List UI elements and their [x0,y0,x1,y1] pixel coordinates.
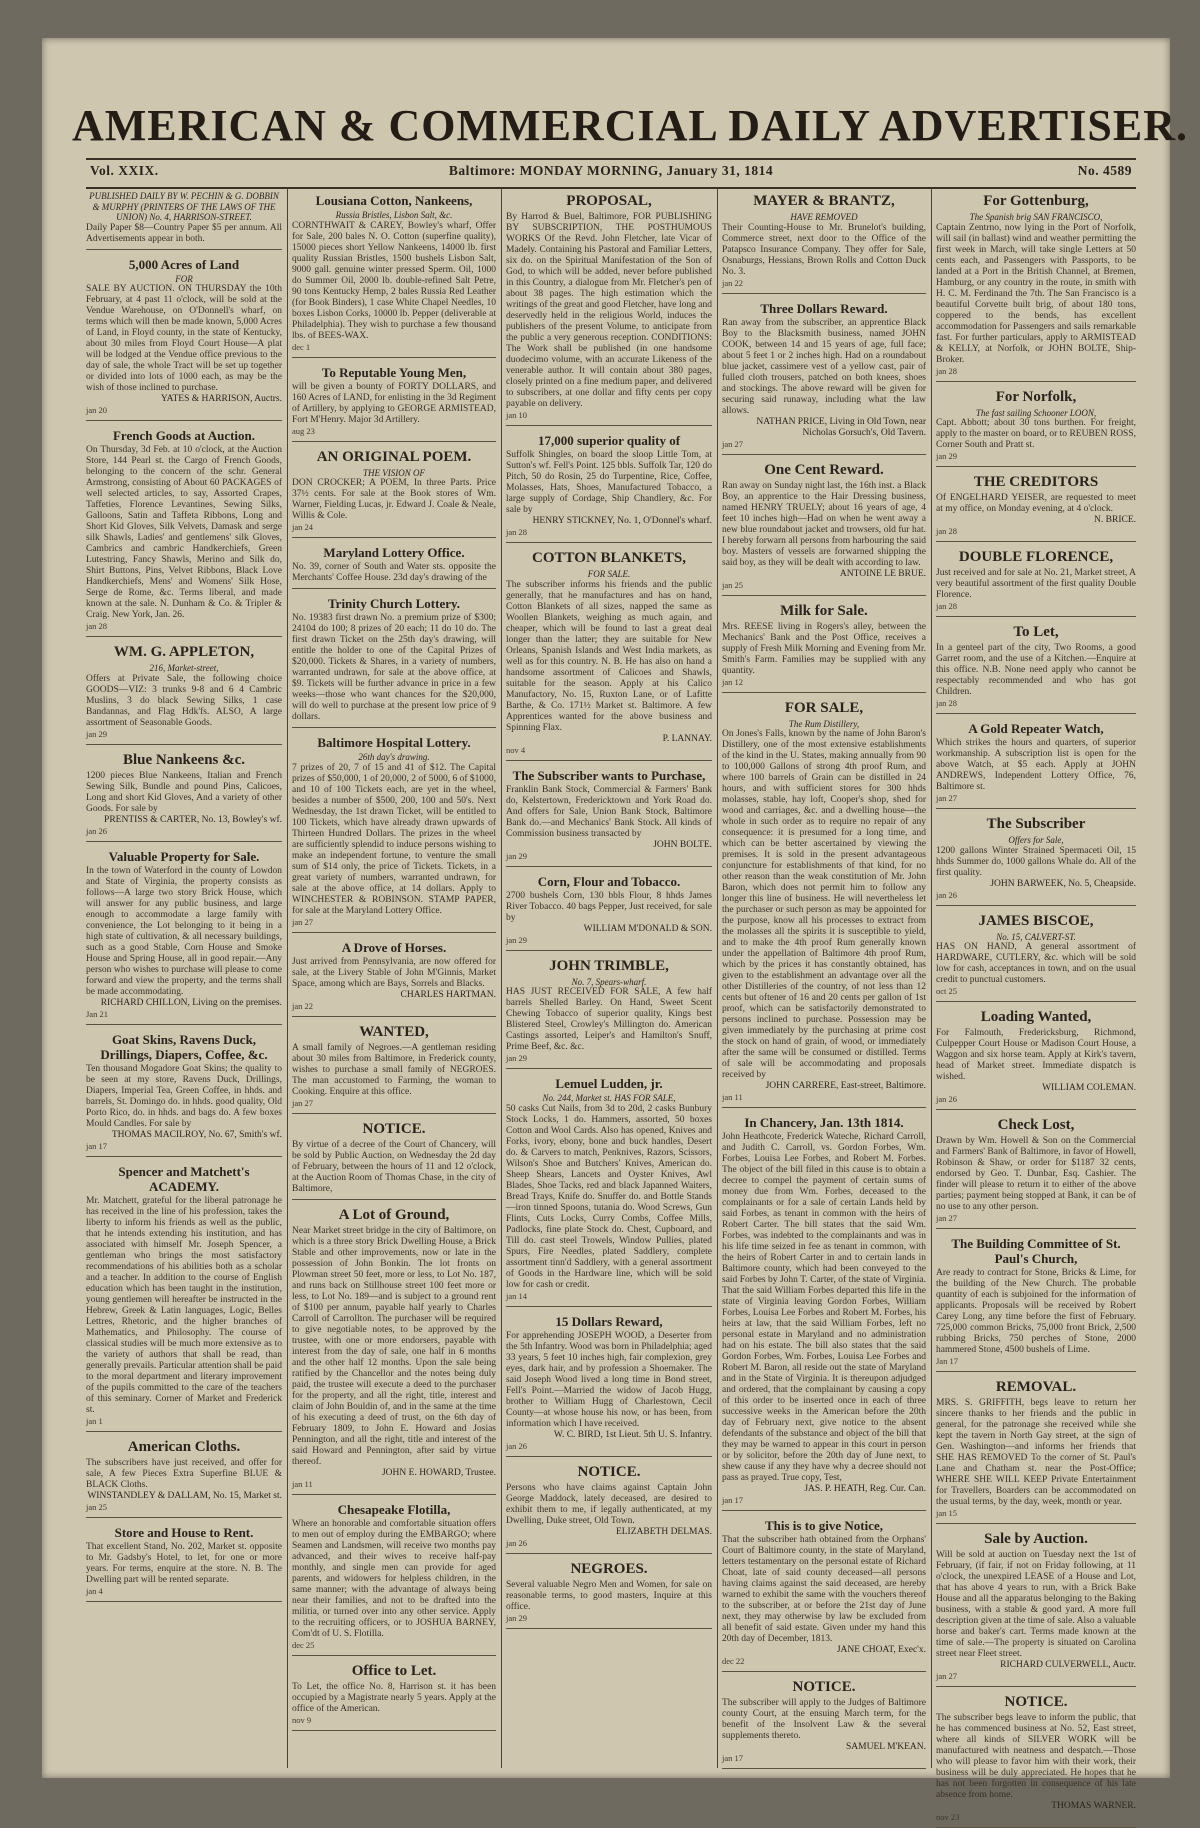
ad-heading: WANTED, [359,1023,429,1040]
ad-date: nov 23 [936,1812,960,1822]
ad-body: Persons who have claims against Captain John George Maddock, lately deceased, are desired to exhibit them to me, if legally authenticated, at my Dwelling, Duke street, Old Town. [506,1482,712,1526]
advertisement [722,296,926,455]
ad-body: 50 casks Cut Nails, from 3d to 20d, 2 casks Bunbury Stock Locks, 1 do. Hammers, assorted, 50 boxes Cotton and Wool Cards. Also has opened, Knives and Forks, ivory, ebony, bone and buck handles, Desert do. & Carvers to match, Penknives, Razors, Scissors, Wilson's Shoe and Butchers' Knives, American do. Sheep Shears, Lancets and Oyster Knives, Awl Blades, Shoe Tacks, red and black Japanned Waiters, Bread Trays, Knife do. Snuffer do. and Bottle Stands—iron tinned Spoons, tutania do. Wood Screws, Gun Flints, Cuts Locks, Curry Combs, Coffee Mills, Padlocks, fine plate Stock do. Chest, Cupboard, and Till do. cast steel Trowels, Window Pullies, plated Spurs, Fire Needles, plated Saddlery, complete assortment tinn'd Saddlery, with a general assortment of Goods in the Hardware line, which will be sold low for cash or credit. [506,1103,712,1290]
advertisement [86,844,282,1025]
ad-heading: COTTON BLANKETS, [532,550,686,566]
ad-date: jan 17 [722,1495,744,1505]
ad-body: Franklin Bank Stock, Commercial & Farmers' Bank do, Kelstertown, Fredericktown and York Road do. And offers for Sale, Union Bank Stock, Baltimore Bank do.—and Mechanics' Bank Stock. All kinds of Commission business transacted by [506,784,712,839]
ad-heading: Sale by Auction. [984,1531,1088,1547]
ad-subheading: PUBLISHED DAILY BY W. PECHIN & G. DOBBIN & MURPHY (PRINTERS OF THE LAWS OF THE UNION) No. 4, HARRISON-STREET. [89,191,279,222]
ad-signature: N. BRICE. [1094,515,1136,525]
ad-body: Mrs. REESE living in Rogers's alley, between the Mechanics' Bank and the Post Office, receives a supply of Fresh Milk Morning and Evening from Mr. Smith's Farm. Families may be supplied with any quantity. [722,621,926,676]
ad-date: jan 11 [722,1092,743,1102]
ad-heading: FOR SALE, [784,699,864,716]
ad-body: Suffolk Shingles, on board the sloop Little Tom, at Sutton's wf. Fell's Point. 125 bbls. Suffolk Tar, 120 do Pitch, 50 do Rosin, 25 do Turpentine, Rice, Coffee, Molasses, Hats, Shoes, Manufactured Tobacco, a large supply of Cordage, Ship Chandlery, &c. For sale by [506,450,712,515]
ad-date: jan 24 [292,522,314,532]
ad-heading: French Goods at Auction. [112,428,256,443]
ad-subheading: HAVE REMOVED [790,212,858,222]
ad-body: To Let, the office No. 8, Harrison st. it has been occupied by a Magistrate nearly 5 years. Apply at the office of the American. [292,1681,496,1714]
ad-date: oct 25 [936,986,958,996]
advertisement [506,763,712,867]
ad-heading: JAMES BISCOE, [978,912,1094,929]
ad-body: HAS JUST RECEIVED FOR SALE, A few half barrels Shelled Barley. On Hand, Sweet Scent Chewing Tobacco of superior quality, Kings best Blistered Steel, Crowley's Millington do. American Castings assorted, Leiper's and Hamilton's Snuff, Prime Beef, &c. &c. [506,987,712,1052]
ad-body: Captain Zentrno, now lying in the Port of Norfolk, will sail (in ballast) wind and weather permitting the first week in March, will take single Letters at 50 cents each, and Passengers with Passports, to be landed at a Port in the British Channel, at Bremen, Hamburg, or any country in the route, in smith with H. C. M. Ferdinand the 7th. The San Francisco is a beautiful Corvette built brig, of about 180 tons, coppered to the bends, has excellent accommodation for Passengers and sails remarkable fast. For further particulars, apply to ARMISTEAD & KELLY, at Norfolk, or JOHN BOLTE, Ship-Broker. [936,222,1136,365]
advertisement [506,428,712,543]
advertisement [86,1520,282,1602]
ad-body: Just arrived from Pennsylvania, are now offered for sale, at the Livery Stable of John M'Ginnis, Market Space, among which are Bays, Sorrels and Blacks. [292,956,496,989]
advertisement [506,545,712,761]
advertisement [936,1231,1136,1372]
advertisement [86,639,282,745]
ad-date: dec 1 [292,341,311,352]
ad-signature: WILLIAM COLEMAN. [1042,1083,1136,1093]
ad-date: jan 10 [506,410,528,420]
advertisement [292,1202,496,1495]
ad-signature: JANE CHOAT, Exec'x. [836,1645,926,1655]
ad-heading: NOTICE. [577,1463,641,1480]
ad-heading: Milk for Sale. [780,602,868,619]
ad-subheading: 216, Market-street, [149,663,219,673]
advertisement [936,619,1136,714]
ad-date: jan 25 [86,1501,108,1512]
ad-signature: JOHN CARRERE, East-street, Baltimore. [765,1081,926,1091]
advertisement [506,1309,712,1457]
issue-number: No. 4589 [1077,163,1132,178]
ad-signature: THOMAS MACILROY, No. 67, Smith's wf. [111,1129,282,1140]
ad-subheading: The Spanish brig SAN FRANCISCO, [969,212,1103,222]
ad-heading: 15 Dollars Reward, [555,1313,663,1329]
advertisement [292,1658,496,1731]
advertisement [292,1019,496,1114]
ad-body: That the subscriber hath obtained from the Orphans' Court of Baltimore county, in the state of Maryland, letters testamentary on the personal estate of Richard Choat, late of said county deceased—all persons having claims against the said deceased, are hereby warned to exhibit the same with the vouchers thereof to the subscriber, at or before the 21st day of June next, they may otherwise by law be excluded from all benefit of said estate. Given under my hand this 20th day of December, 1813. [722,1535,926,1644]
ad-signature: NATHAN PRICE, Living in Old Town, near Nicholas Gorsuch's, Old Tavern. [756,416,926,438]
ad-body: The subscriber informs his friends and the public generally, that he manufactures and has on hand, Cotton Blankets of all sizes, napped the same as Woollen Blankets, weighing as much again, and cheaper, which will be found to last a great deal longer than the latter; they are suitable for New Orleans, Spanish Islands and West India markets, as well as for this country. N. B. He has also on hand a handsome assortment of Calicoes and Shawls, suitable for the season. Apply at his Calico Manufactory, No. 15, Ruxton Lane, or of Lafitte Barthe, & Co. 171½ Market st. Baltimore. A few Apprentices wanted for the above business and Spinning Flax. [506,579,712,733]
ad-date: jan 27 [936,1213,958,1223]
ad-body: The subscriber begs leave to inform the public, that he has commenced business at No. 52, East street, where all kinds of SILVER WORK will be manufactured with neatness and despatch.—Those who will please to favor him with their work, their business will be duly appreciated. He hopes that he has not been forgotten in consequence of his late absence from home. [936,1713,1136,1800]
advertisement [936,716,1136,809]
ad-body: Offers at Private Sale, the following choice GOODS—VIZ: 3 trunks 9-8 and 6 4 Cambric Muslins, 3 do black Sewing Silks, 1 case Bandannas, and Flag Hdk'fs. ALSO, A large assortment of Seasonable Goods. [86,673,282,728]
ad-heading: WM. G. APPLETON, [113,644,255,660]
ad-signature: SAMUEL M'KEAN. [846,1742,926,1752]
advertisement [936,1004,1136,1110]
ad-body: 2700 bushels Corn, 130 bbls Flour, 8 hhds James River Tobacco. 40 bags Pepper, Just received, for sale by [506,890,712,923]
ad-subheading: No. 7, Spears-wharf. [571,976,647,987]
ad-heading: Lousiana Cotton, Nankeens, [315,193,473,208]
ad-date: jan 22 [722,277,744,288]
advertisement [86,423,282,637]
advertisement [506,1556,712,1629]
ad-date: jan 29 [86,728,108,739]
advertisement [936,544,1136,617]
advertisement [86,252,282,422]
ad-date: jan 29 [506,1612,528,1623]
ad-heading: American Cloths. [127,1438,241,1455]
ad-date: jan 27 [936,793,958,803]
ad-heading: MAYER & BRANTZ, [753,193,895,209]
ad-body: DON CROCKER; A POEM, In three Parts. Price 37½ cents. For sale at the Book stores of Wm. Warner, Fielding Lucas, jr. Edward J. Coale & Neale, Willis & Cole. [292,478,496,521]
ad-heading: Maryland Lottery Office. [323,545,465,560]
ad-signature: WINSTANDLEY & DALLAM, No. 15, Market st. [87,1490,282,1501]
ad-signature: RICHARD CULVERWELL, Auctr. [1000,1660,1136,1670]
ad-heading: AN ORIGINAL POEM. [316,448,472,465]
ad-body: Near Market street bridge in the city of Baltimore, on which is a three story Brick Dwelling House, a Brick Stable and other improvements, now or late in the possession of John Bonkin. The lot fronts on Plowman street 50 feet, more or less, to Lot No. 187, and runs back on Stillhouse street 100 feet more or less, to Lot No. 189—and is subject to a ground rent of $100 per annum, payable half yearly to Charles Carroll of Carrollton. The purchaser will be required to give negotiable notes, to be approved by the trustee, with one or more endorsers, payable with interest from the day of sale, one half in 6 months and the other half 12 months. Upon the sale being ratified by the Chancellor and the notes being duly paid, the trustee will execute a deed to the purchaser for the property, and all the right, title, interest and claim of John Bouldin of, and in the same at the time of his executing a deed of trust, on the 6th day of February 1809, to John E. Howard and Josias Pennington, and all the right, title and interest of the said Howard and Pennington, after said by virtue thereof. [292,1225,496,1467]
column-divider [717,188,718,1768]
ad-heading: Goat Skins, Ravens Duck, Drillings, Diapers, Coffee, &c. [100,1031,268,1062]
advertisement [292,540,496,589]
ad-body: By Harrod & Buel, Baltimore, FOR PUBLISHING BY SUBSCRIPTION, THE POSTHUMOUS WORKS Of the Revd. John Fletcher, late Vicar of Madely. Containing his Pastoral and Familiar Letters, six do. on the Spiritual Manifestation of the Son of God, to which will be added, never before published in this Country, a dialogue from Mr. Fletcher's pen of about 38 pages. The high estimation which the writings of the great and good Fletcher, have long and deservedly held in the religious World, induces the publishers of the present Volume, to anticipate from the public a very generous reception. CONDITIONS: The Work shall be published (in one handsome duodecimo volume, with an accurate Likeness of the venerable author. It will contain about 380 pages, closely printed on a fine medium paper, and delivered to subscribers, at one dollar and fifty cents per copy payable on delivery. [506,212,712,409]
ad-body: Ten thousand Mogadore Goat Skins; the quality to be seen at my store, Ravens Duck, Drillings, Diapers, Imperial Tea, Green Coffee, in hhds. and barrels, St. Domingo do. in hhds. good quality, Old Porto Rico, do. in hhds. and bags do. A few boxes Mould Candles. For sale by [86,1063,282,1129]
ad-date: jan 28 [506,527,528,537]
ad-date: jan 28 [86,621,108,631]
ad-date: jan 26 [86,825,108,836]
ad-heading: NEGROES. [570,1560,648,1577]
ad-date: jan 28 [936,365,958,376]
ad-heading: Spencer and Matchett's ACADEMY. [118,1163,250,1194]
ad-body: Several valuable Negro Men and Women, for sale on reasonable terms, to good masters, Inquire at this office. [506,1579,712,1612]
advertisement [86,1027,282,1157]
ad-heading: JOHN TRIMBLE, [549,957,669,974]
volume-number: Vol. XXIX. [90,163,159,178]
ad-body: Ran away on Sunday night last, the 16th inst. a Black Boy, an apprentice to the Hair Dressing business, named HENRY TRUELY; about 16 years of age, 4 feet 10 inches high—Had on when he went away a new blue roundabout jacket and trowsers, old fur hat. I hereby forwarn all persons from harbouring the said boy. Masters of vessels are forwarned shipping the said boy, as they will be dealt with according to law. [722,480,926,568]
ad-signature: JOHN BOLTE. [653,839,712,850]
ad-signature: ANTOINE LE BRUE. [839,568,926,579]
ad-date: jan 27 [292,916,314,927]
ad-date: jan 22 [292,1000,314,1011]
ad-body: 1200 gallons Winter Strained Spermaceti Oil, 15 hhds Summer do, 1000 gallons Whale do. All of the first quality. [936,845,1136,878]
ad-date: jan 29 [506,850,528,861]
ad-date: jan 17 [722,1753,744,1763]
advertisement [936,469,1136,542]
ad-body: For Falmouth, Fredericksburg, Richmond, Culpepper Court House or Madison Court House, a Waggon and six horse team. Apply at Kirk's tavern, head of Market street. Immediate dispatch is wished. [936,1028,1136,1082]
ad-body: For apprehending JOSEPH WOOD, a Deserter from the 5th Infantry. Wood was born in Philadelphia; aged 33 years, 5 feet 10 inches high, fair complexion, grey eyes, dark hair, and by profession a Shoemaker. The said Joseph Wood lived a long time in Bond street, Fell's Point.—Married the widow of Jacob Hugg, brother to William Hugg of Charlestown, Cecil County—at whose house his now, or has been, from information which I have received. [506,1330,712,1429]
ad-body: SALE BY AUCTION. ON THURSDAY the 10th February, at 4 past 11 o'clock, will be sold at the Vendue Warehouse, on O'Donnell's wharf, on terms which will then be made known, 5,000 Acres of Land, in Floyd county, in the state of Kentucky, about 30 miles from Floyd Court House—A plat will be lodged at the Vendue office previous to the day of sale, the whole Tract will be set up together or divided into lots of 1000 each, as may be the wish of those inclined to purchase. [86,284,282,393]
column-2 [292,188,496,1768]
advertisement [506,869,712,951]
advertisement [292,591,496,728]
advertisement [936,1526,1136,1687]
ad-body: MRS. S. GRIFFITH, begs leave to return her sincere thanks to her friends and the public in general, for the patronage she received while she kept the tavern in North Gay street, at the sign of Gen. Washington—and informs her friends that SHE HAS REMOVED To the corner of St. Paul's Lane and Chatham st. near the Post-Office; WHERE SHE WILL KEEP Private Entertainment for Travellers, Boarders can be accommodated on the usual terms, by the day, week, month or year. [936,1398,1136,1507]
ad-heading: NOTICE. [362,1120,426,1137]
masthead-title: AMERICAN & COMMERCIAL DAILY ADVERTISER. [72,101,1188,150]
ad-date: jan 11 [292,1478,313,1489]
advertisement [292,935,496,1017]
ad-heading: The Subscriber wants to Purchase, [512,767,706,783]
advertisement [292,1116,496,1200]
column-5 [936,188,1136,1822]
ad-date: jan 25 [722,579,744,590]
ad-heading: The Subscriber [986,816,1086,832]
ad-signature: W. C. BIRD, 1st Lieut. 5th U. S. Infantry. [553,1429,712,1440]
ad-body: Will be sold at auction on Tuesday next the 1st of February, (if fair, if not on Friday following, at 11 o'clock, the unexpired LEASE of a House and Lot, that has above 4 years to run, with a Brick Bake House and all the apparatus belonging to the Baking business, with a stable & good yard. A more full description given at the time of sale. Also a valuable horse and baker's cart. Terms made known at the time of sale.—The property is situated on Carolina street near Fleet street. [936,1550,1136,1659]
ad-date: jan 26 [936,889,958,900]
ad-body: The subscriber will apply to the Judges of Baltimore county Court, at the ensuing March term, for the benefit of the Insolvent Law & the several supplements thereto. [722,1698,926,1741]
ad-heading: NOTICE. [1004,1694,1068,1710]
ad-subheading: 26th day's drawing. [358,752,430,762]
ad-signature: CHARLES HARTMAN. [400,989,496,1000]
ad-date: jan 29 [936,451,958,461]
ad-signature: YATES & HARRISON, Auctrs. [160,394,282,404]
column-divider [931,188,932,1768]
dateline-bar [86,158,1136,189]
ad-date: dec 25 [292,1639,315,1650]
ad-body: That excellent Stand, No. 202, Market st. opposite to Mr. Gadsby's Hotel, to let, for one or more years. For terms, enquire at the store. N. B. The Dwelling part will be rented separate. [86,1541,282,1585]
ad-heading: Trinity Church Lottery. [327,596,461,611]
ad-body: On Thursday, 3d Feb. at 10 o'clock, at the Auction Store, 144 Pearl st. the Cargo of French Goods, belonging to the concern of the schr. General Armstrong, consisting of About 60 PACKAGES of well selected articles, to say, Assorted Crapes, Taffeties, Florence Levantines, Sewing Silks, Galloons, Satin and Taffeta Ribbons, Long and Short Kid Gloves, Silk Velvets, Damask and serge silk Shawls, Ladies' and gentlemens' silk Gloves, Cambrics and cambric Handkerchiefs, Green Lutestring, Fancy Shawls, Merino and Silk do, Shirt Buttons, Pins, Velvet Ribbons, Black Love Handkerchiefs, Mens' and Womens' Silk Hose, Serge de Rome, &c. Terms liberal, and made known at the sale. N. Dunham & Co. & Tripler & Craig. New York, Jan. 26. [86,445,282,620]
advertisement [86,747,282,842]
ad-heading: For Gottenburg, [983,193,1089,209]
ad-heading: A Lot of Ground, [338,1206,450,1223]
advertisement [936,908,1136,1003]
advertisement [86,1159,282,1432]
ad-heading: NOTICE. [792,1679,856,1695]
ad-heading: THE CREDITORS [973,474,1099,490]
ad-signature: JOHN BARWEEK, No. 5, Cheapside. [990,878,1136,889]
ad-heading: To Let, [1013,624,1059,640]
advertisement [936,811,1136,906]
ad-body: Just received and for sale at No. 21, Market street, A very beautiful assortment of the first quality Double Florence. [936,568,1136,600]
advertisement [722,457,926,596]
ad-subheading: THE VISION OF [363,467,425,478]
ad-signature: JOHN E. HOWARD, Trustee. [381,1467,496,1478]
advertisement [506,188,712,426]
ad-heading: Blue Nankeens &c. [122,751,246,768]
advertisement [292,444,496,539]
ad-body: No. 19383 first drawn No. a premium prize of $300; 24104 do 100; 8 prizes of 20 each; 11 do 10 do. The first drawn Ticket on the 25th day's drawing, will entitle the holder to one of the Capital Prizes of $20,000. Tickets & Shares, in a variety of numbers, warranted undrawn, for sale at the above office, at $9. Tickets will be further advance in price in a few weeks—those who want chances for the $20,000, will do well to purchase at the present low price of 9 dollars. [292,613,496,722]
ad-subheading: The Rum Distillery, [788,718,860,729]
ad-body: 7 prizes of 20, 7 of 15 and 41 of $12. The Capital prizes of $50,000, 1 of 20,000, 2 of 5000, 6 of $1000, and 10 of 100 Tickets each, are yet in the wheel, besides a number of $500, 200, 100 and 50's. Next Wednesday, the 1st drawn Ticket, will be entitled to 100 Tickets, which have already drawn upwards of Thirteen Hundred Dollars. The prizes in the wheel are sufficiently splendid to induce persons wishing to make an independent fortune, to venture the small sum of $14 only, the price of Tickets. Tickets, in a great variety of numbers, warranted undrawn, for sale at the above office, at 14 dollars. Apply to WINCHESTER & ROBINSON. STAMP PAPER, for sale at the Maryland Lottery Office. [292,762,496,916]
ad-date: jan 17 [86,1140,108,1151]
ad-subheading: The fast sailing Schooner LOON, [975,407,1097,418]
ad-date: jan 26 [936,1094,958,1104]
ad-signature: WILLIAM M'DONALD & SON. [583,923,712,934]
ad-heading: To Reputable Young Men, [321,364,467,380]
ad-heading: Corn, Flour and Tobacco. [537,873,681,889]
ad-body: By virtue of a decree of the Court of Chancery, will be sold by Public Auction, on Wednesday the 2d day of February, between the hours of 11 and 12 o'clock, at the Auction Room of Thomas Chase, in the city of Baltimore, [292,1139,496,1194]
advertisement [86,188,282,250]
ad-signature: PRENTISS & CARTER, No. 13, Bowley's wf. [104,814,282,825]
ad-heading: This is to give Notice, [764,1518,884,1533]
ad-signature: JAS. P. HEATH, Reg. Cur. Can. [804,1484,926,1494]
ad-heading: For Norfolk, [995,388,1077,405]
advertisement [292,1497,496,1656]
ad-heading: REMOVAL. [995,1379,1077,1395]
ad-subheading: FOR SALE. [587,569,631,579]
ad-body: Where an honorable and comfortable situation offers to men out of employ during the EMBARGO; where Seamen and Landsmen, will receive two months pay advanced, and their wives to receive half-pay monthly, and single men can provide for aged parents, and widowers for helpless children, in the same manner; with the advantage of always being near their families, and not to be drafted into the militia, or turned over into any other service. Apply to the recruiting officers, or to JOSHUA BARNEY, Com'dt of U. S. Flotilla. [292,1518,496,1639]
ad-date: jan 28 [936,601,958,611]
ad-heading: Check Lost, [997,1117,1075,1133]
ad-signature: HENRY STICKNEY, No. 1, O'Donnel's wharf. [532,516,712,526]
ad-heading: 5,000 Acres of Land [128,256,240,272]
ad-heading: Valuable Property for Sale. [108,848,260,864]
ad-subheading: No. 244, Market st. HAS FOR SALE, [542,1093,676,1103]
advertisement [722,598,926,693]
ad-date: nov 4 [506,744,526,755]
ad-heading: DOUBLE FLORENCE, [958,549,1114,565]
ad-body: Daily Paper $8—Country Paper $5 per annum. All Advertisements appear in both. [86,222,282,244]
ad-date: Jan 17 [936,1356,958,1366]
ad-date: jan 14 [506,1290,528,1301]
ad-body: John Heathcote, Frederick Wateche, Richard Carroll, and Judith C. Carroll, vs. Gordon Forbes, Wm. Forbes, Louisa Lee Forbes, and Robert M. Forbes. The object of the bill filed in this cause is to obtain a decree to compel the payment of certain sums of money due from Wm. Forbes, deceased to the complainants or for a sale of certain Lands held by said Forbes, as tenant in common with the heirs of Robert Carter. The bill states that the said Wm. Forbes, was indebted to the complainants and was in his life time seized in fee as tenant in common, with the heirs of Robert Carter in and to certain lands in Baltimore county, which had been conveyed to the said Forbes by John T. Carter, of the state of Virginia. That the said William Forbes departed this life in the state of Virginia leaving Gordon Forbes, William Forbes, Louisa Lee Forbes and Robert M. Forbes, his heirs at law, that the said William Forbes, left no personal estate in Maryland and no administration had on his estate. The bill also states that the said Gordon Forbes, Wm. Forbes, Louisa Lee Forbes and Robert M. Baron, all reside out the state of Maryland and in the State of Virginia. It is thereupon adjudged and ordered, that the complainant by causing a copy of this order to be inserted once in each of three successive weeks in the American before the 20th day of February next, give notice to the absent defendants of the substance and object of the bill that they may be warned to appear in this court in person or by solicitor, before the 20th day of June next, to shew cause if any they have why a decree should not pass as prayed. True copy, Test, [722,1132,926,1483]
ad-date: jan 29 [506,1053,528,1063]
column-divider [501,188,502,1768]
ad-signature: P. LANNAY. [662,733,712,744]
ad-heading: In Chancery, Jan. 13th 1814. [744,1115,904,1130]
advertisement [506,953,712,1070]
ad-body: will be given a bounty of FORTY DOLLARS, and 160 Acres of LAND, for enlisting in the 3d Regiment of Artillery, by applying to GEORGE ARMISTEAD, Fort M'Henry. Major 3d Artillery. [292,381,496,425]
ad-body: HAS ON HAND, A general assortment of HARDWARE, CUTLERY, &c. which will be sold low for cash, acceptances in town, and on the usual credit to punctual customers. [936,942,1136,985]
ad-date: jan 15 [936,1508,958,1518]
ad-body: Are ready to contract for Stone, Bricks & Lime, for the building of the New Church. The probable quantity of each is subjoined for the information of applicants. Proposals will be received by Robert Carey Long, any time before the first of February. 725,000 common Bricks, 75,000 front Brick, 2,500 rubbing Bricks, 750 perches of Stone, 2000 hammered Stone, 4500 bushels of Lime. [936,1268,1136,1355]
ad-heading: Store and House to Rent. [114,1524,254,1540]
ad-date: jan 27 [936,1671,958,1681]
ad-body: Their Counting-House to Mr. Brunelot's building, Commerce street, next door to the Office of the Patapsco Insurance Company. They offer for Sale, Osnaburgs, Hessians, Brown Rolls and Cotton Duck No. 3. [722,222,926,277]
ad-body: Which strikes the hours and quarters, of superior workmanship. A subscription list is open for the above Watch, at $5 each. Apply at JOHN ANDREWS, Independent Lottery Office, 76, Baltimore st. [936,738,1136,792]
ad-date: aug 23 [292,425,315,436]
advertisement [722,1110,926,1511]
ad-heading: Loading Wanted, [980,1009,1092,1025]
advertisement [292,188,496,358]
ad-signature: THOMAS WARNER. [1051,1801,1136,1811]
ad-heading: A Drove of Horses. [341,939,447,955]
advertisement [506,1459,712,1554]
advertisement [722,188,926,294]
advertisement [936,1112,1136,1229]
ad-heading: One Cent Reward. [764,461,884,478]
ad-signature: ELIZABETH DELMAS. [615,1526,712,1537]
ad-subheading: No. 15, CALVERT-ST. [996,931,1076,942]
ad-date: jan 28 [936,526,958,536]
ad-heading: 17,000 superior quality of [537,433,681,448]
ad-date: nov 9 [292,1714,312,1725]
ad-date: jan 26 [506,1537,528,1548]
ad-date: jan 1 [86,1415,103,1426]
ad-date: Jan 21 [86,1008,108,1019]
ad-body: A small family of Negroes.—A gentleman residing about 30 miles from Baltimore, in Frederick county, wishes to purchase a small family of NEGROES. The man accustomed to Farming, the woman to Cooking. Enquire at this office. [292,1042,496,1097]
ad-body: No. 39, corner of South and Water sts. opposite the Merchants' Coffee House. 23d day's drawing of the [292,562,496,583]
ad-heading: Baltimore Hospital Lottery. [317,735,471,750]
ad-body: In a genteel part of the city, Two Rooms, a good Garret room, and the use of a Kitchen.—Enquire at this office. N.B. None need apply who cannot be respectably recommended and who has got Children. [936,643,1136,697]
ad-body: Of ENGELHARD YEISER, are requested to meet at my office, on Monday evening, at 4 o'clock. [936,493,1136,514]
ad-date: jan 4 [86,1585,103,1596]
advertisement [936,1374,1136,1524]
advertisement [722,695,926,1109]
ad-body: CORNTHWAIT & CAREY, Bowley's wharf, Offer for Sale, 200 bales N. O. Cotton (superfine quality), 15000 pieces short Yellow Nankeens, 14000 lb. first quality Russian Bristles, 1500 bushels Lisbon Salt, 9000 gall. genuine winter pressed Sperm. Oil, 1000 do Summer Oil, 2000 lb. double-refined Salt Petre, 90 tons Kentucky Hemp, 2 bales Russia Red Leather (for Book Binders), 1 case White Chapel Needles, 10 boxes Lisbon Corks, 10000 lb. Pepper (deliverable at Philadelphia). They wish to purchase a few thousand lbs. of BEES-WAX. [292,220,496,341]
ad-body: In the town of Waterford in the county of Lowdon and State of Virginia, the property consists as follows—A large two story Brick House, which will answer for any public business, and large enough to accommodate a large family with convenience, the Lot belonging to it being in a high state of cultivation, & all necessary buildings, such as a good Stable, Corn House and Smoke House and Spring House, all in good repair.—Any person who wishes to purchase will please to come forward and view the property, and the terms shall be made accommodating. [86,865,282,997]
advertisement [722,1674,926,1769]
advertisement [506,1071,712,1307]
ad-date: jan 20 [86,405,108,415]
ad-heading: Office to Let. [351,1662,437,1679]
advertisement [292,360,496,442]
newspaper-page [42,38,1188,1822]
ad-body: Ran away from the subscriber, an apprentice Black Boy to the Blacksmith business, named JOHN COOK, between 14 and 15 years of age, full face; about 5 feet 1 or 2 inches high. Had on a roundabout blue jacket, cassimere vest of a yellow cast, pair of fulled cloth trousers, patched on both knees, shoes and stockings. The above reward will be given for securing said runaway, including what the law allows. [722,317,926,416]
ad-date: jan 12 [722,676,744,687]
ad-date: dec 22 [722,1656,745,1666]
advertisement [936,1689,1136,1828]
column-divider [287,188,288,1768]
advertisement [86,1434,282,1518]
ad-date: jan 27 [722,438,744,449]
advertisement [722,1513,926,1672]
advertisement [292,730,496,933]
column-3 [506,188,712,1768]
ad-heading: PROPOSAL, [566,193,652,209]
ad-heading: Three Dollars Reward. [760,300,888,316]
column-4 [722,188,926,1768]
ad-subheading: Offers for Sale, [1008,835,1064,845]
ad-date: jan 26 [506,1440,528,1451]
ad-date: jan 29 [506,934,528,945]
issue-date: Baltimore: MONDAY MORNING, January 31, 1814 [448,163,774,178]
ad-body: On Jones's Falls, known by the name of John Baron's Distillery, one of the most extensive establishments of the kind in the U. States, making annually from 90 to 100,000 Gallons of strong 4th proof Rum, and where 100 barrels of Grain can be distilled in 24 hours, and with sufficient stores for 300 hhds molasses, stable, hay loft, Cooper's shop, shed for wood and carriages, &c. and a dwelling house—the whole in such order as to require no repair of any consequence: it is presumed for a long time, and which can be better ascertained by viewing the premises. It is sold in the present advantageous conjuncture for establishments of that kind, for no other reason than the weak constitution of Mr. John Baron, which does not permit him to follow any longer this line of business. He will nevertheless let the purchaser or such person as may be appointed for the purpose, know all his processes to extract from the molasses all the spirits it is susceptible to yield, and to make the 4th proof Rum generally known under the appellation of Baltimore 4th proof Rum, which by the prices it has constantly obtained, has given to the establishment an advantage over all the other Distilleries of the country, of not less than 12 cents but oftener of 16 and 20 cents per gallon of 1st proof, which can be satisfactorily demonstrated to persons inclined to purchase. Possession may be given immediately by the purchasing at prime cost the stock on hand of grain, of wood, or immediately after the same will be consumed or distilled. Terms of sale will be accommodating and proposals received by [722,729,926,1080]
advertisement [936,188,1136,382]
ad-signature: RICHARD CHILLON, Living on the premises. [100,997,282,1008]
ad-body: Drawn by Wm. Howell & Son on the Commercial and Farmers' Bank of Baltimore, in favor of Howell, Robinson & Shaw, or order for $1187 32 cents, endorsed by Geo. T. Dunbar, Esq. Cashier. The finder will please to return it to either of the above parties; payment being stopped at Bank, it can be of no use to any other person. [936,1136,1136,1212]
ad-heading: The Building Committee of St. Paul's Church, [951,1236,1121,1266]
ad-subheading: FOR [175,273,193,284]
advertisement [936,384,1136,468]
ad-subheading: Russia Bristles, Lisbon Salt, &c. [335,210,453,220]
ad-body: Capt. Abbott; about 30 tons burthen. For freight, apply to the master on board, or to REUBEN ROSS, Corner South and Pratt st. [936,418,1136,450]
ad-body: The subscribers have just received, and offer for sale, A few Pieces Extra Superfine BLUE & BLACK Cloths. [86,1457,282,1490]
column-1 [86,188,282,1768]
ad-date: jan 28 [936,698,958,708]
ad-heading: A Gold Repeater Watch, [968,721,1104,736]
ad-date: jan 27 [292,1097,314,1108]
ad-body: 1200 pieces Blue Nankeens, Italian and French Sewing Silk, Bundle and pound Pins, Calicoes, Long and short Kid Gloves, And a variety of other Goods. For sale by [86,770,282,814]
ad-body: Mr. Matchett, grateful for the liberal patronage he has received in the line of his profession, takes the liberty to inform his friends as well as the public, that he intends extending his institution, and has associated with himself Mr. Joseph Spencer, a gentleman who brings the most satisfactory recommendations of his abilities both as a scholar and a teacher. In addition to the course of English education which has been taught in the institution, young gentlemen will hereafter be instructed in the Hebrew, Greek & Latin languages, Logic, Belles Lettres, Rhetoric, and the higher branches of Mathematics, and Philosophy. The course of classical studies will be much more extensive as to the variety of authors that shall be read, than generally prevails. Particular attention shall be paid to the moral department and literary improvement of the pupils committed to the care of the teachers of this seminary. Corner of Market and Frederick st. [86,1195,282,1415]
ad-heading: Chesapeake Flotilla, [337,1501,451,1517]
ad-heading: Lemuel Ludden, jr. [555,1076,663,1091]
